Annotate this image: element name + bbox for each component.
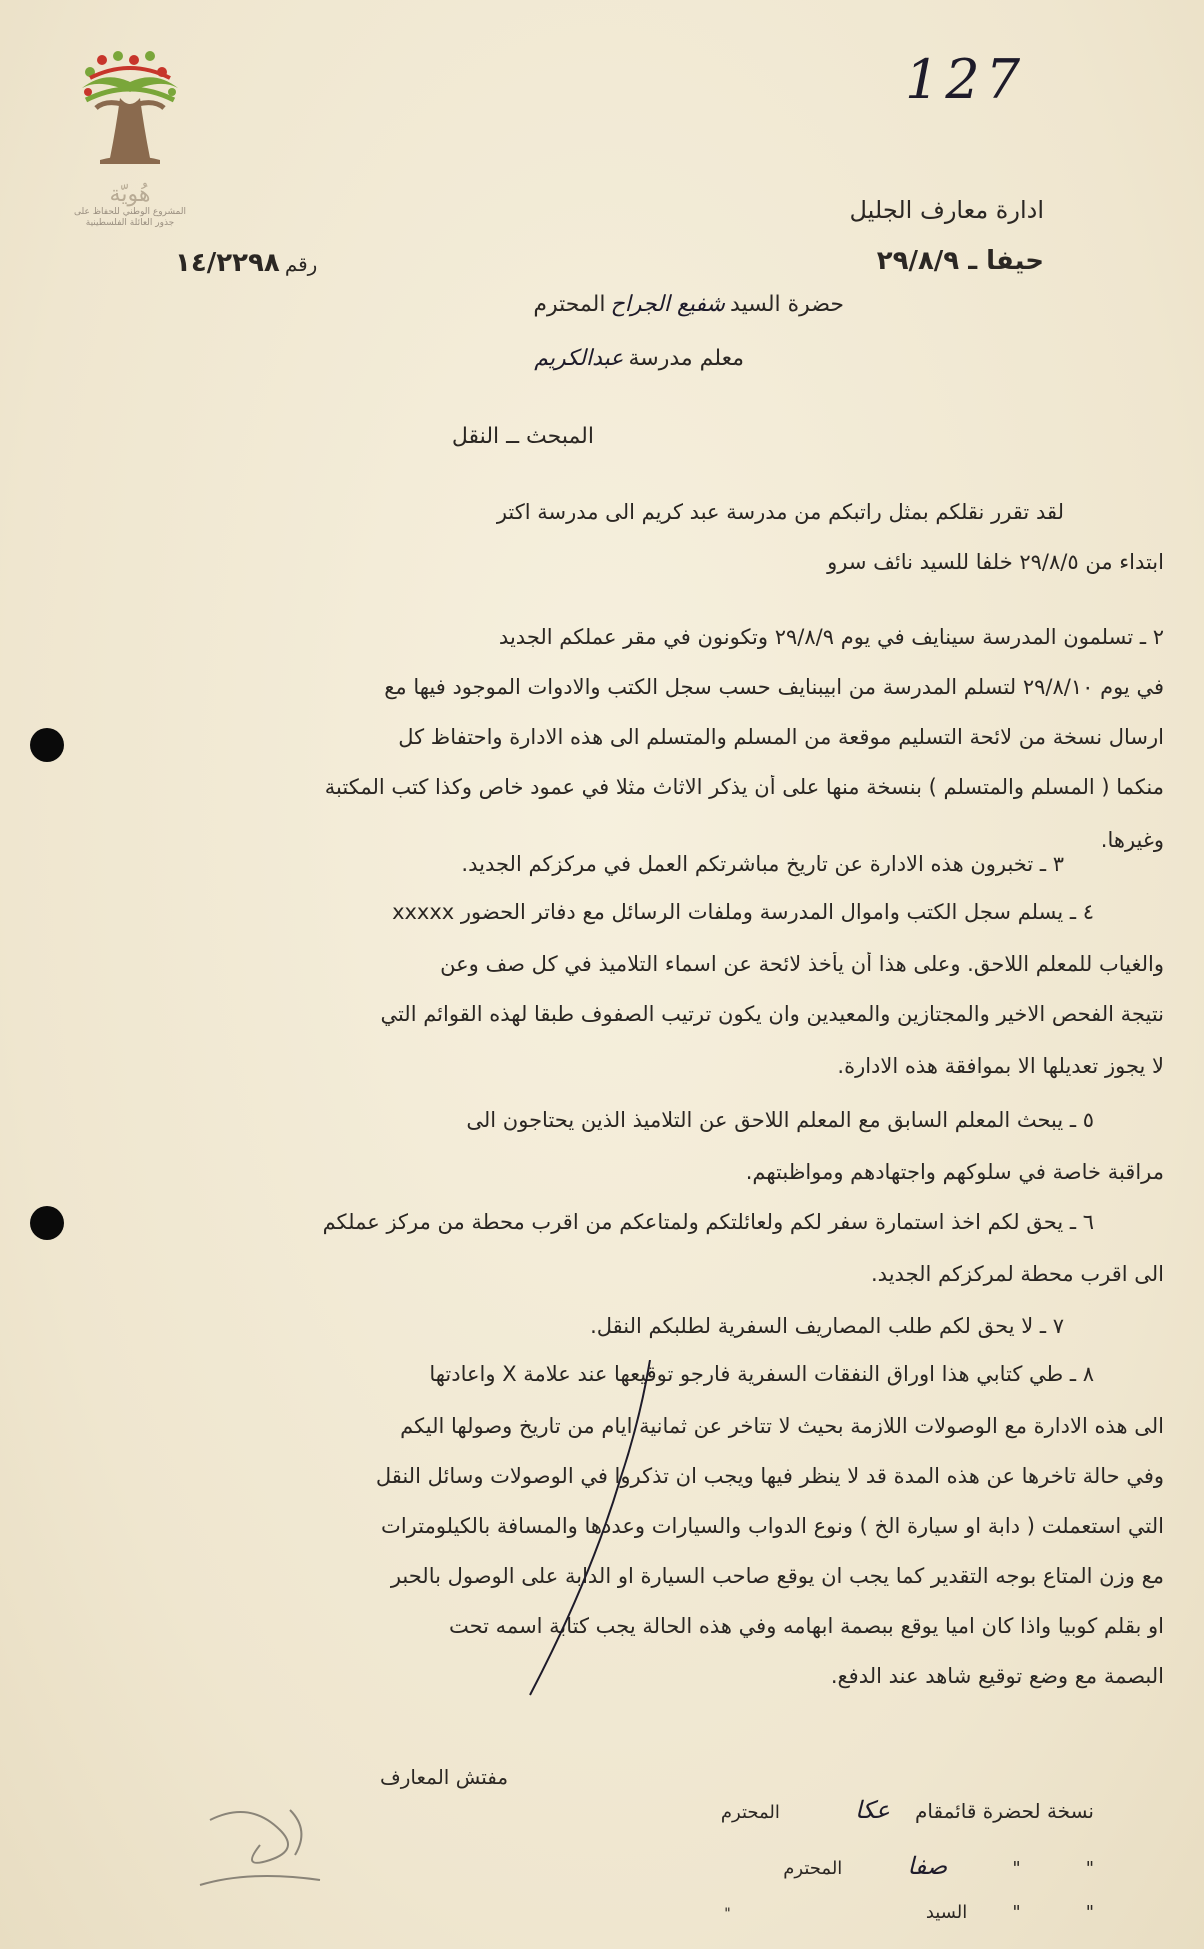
paragraph-6-line-2: الى اقرب محطة لمركزكم الجديد. [871, 1262, 1164, 1286]
reference-number: ١٤/٢٢٩٨ [175, 248, 280, 278]
family-tree-icon [60, 48, 200, 178]
paragraph-8-line-4: التي استعملت ( دابة او سيارة الخ ) ونوع الدواب والسيارات وعددها والمسافة بالكيلومترات [381, 1514, 1164, 1538]
copy-place-2: صفا [907, 1852, 948, 1880]
copy-suffix-2: المحترم [783, 1858, 843, 1879]
signatory-title: مفتش المعارف [380, 1765, 509, 1789]
paragraph-8-line-2: الى هذه الادارة مع الوصولات اللازمة بحيث لا تتاخر عن ثمانية ايام من تاريخ وصولها اليكم [400, 1414, 1164, 1438]
department-name: ادارة معارف الجليل [849, 196, 1044, 224]
heritage-logo [60, 48, 200, 229]
page-number: 127 [905, 48, 1027, 111]
copy-row-3 [724, 1902, 1094, 1923]
paragraph-4-line-4: لا يجوز تعديلها الا بموافقة هذه الادارة. [837, 1054, 1164, 1078]
paragraph-5-line-2: مراقبة خاصة في سلوكهم واجتهادهم ومواظبتهم. [745, 1160, 1164, 1184]
paragraph-2-line-4: منكما ( المسلم والمتسلم ) بنسخة منها على أن يذكر الاثاث مثلا في عمود خاص وكذا كتب المكتبة [324, 775, 1164, 799]
paragraph-1-line-2: ابتداء من ٢٩/٨/٥ خلفا للسيد نائف سرو [827, 550, 1164, 574]
addressee-line-1 [533, 292, 844, 317]
paragraph-8-line-5: مع وزن المتاع بوجه التقدير كما يجب ان يوقع صاحب السيارة او الدابة على الوصول بالحبر [390, 1564, 1164, 1588]
ditto-mark: " [724, 1906, 731, 1922]
logo-name: هُويّة [109, 182, 151, 207]
paragraph-7: ٧ ـ لا يحق لكم طلب المصاريف السفرية لطلبكم النقل. [590, 1314, 1064, 1338]
copy-label: نسخة لحضرة قائمقام [915, 1799, 1094, 1823]
paragraph-5-line-1: ٥ ـ يبحث المعلم السابق مع المعلم اللاحق عن التلاميذ الذين يحتاجون الى [466, 1108, 1094, 1132]
addressee-prefix: حضرة السيد [730, 292, 844, 317]
paragraph-3: ٣ ـ تخبرون هذه الادارة عن تاريخ مباشرتكم العمل في مركزكم الجديد. [461, 852, 1064, 876]
place-date: حيفا ـ ٢٩/٨/٩ [876, 246, 1044, 276]
school-label: معلم مدرسة [628, 346, 744, 371]
school-name: عبدالكريم [534, 346, 624, 371]
paragraph-8-line-7: البصمة مع وضع توقيع شاهد عند الدفع. [830, 1664, 1164, 1688]
paragraph-4-line-2: والغياب للمعلم اللاحق. وعلى هذا أن يأخذ لائحة عن اسماء التلاميذ في كل صف وعن [440, 952, 1164, 976]
logo-tagline-2: جذور العائلة الفلسطينية [85, 217, 175, 228]
logo-tagline-1: المشروع الوطني للحفاظ على [73, 207, 186, 217]
punch-hole-upper [30, 728, 64, 762]
reference-label: رقم [284, 252, 318, 276]
paragraph-2-line-3: ارسال نسخة من لائحة التسليم موقعة من المسلم والمتسلم الى هذه الادارة واحتفاظ كل [398, 725, 1164, 749]
paragraph-6-line-1: ٦ ـ يحق لكم اخذ استمارة سفر لكم ولعائلتكم ولمتاعكم من اقرب محطة من مركز عملكم [322, 1210, 1094, 1234]
ditto-mark: " [1085, 1858, 1094, 1879]
addressee-name: شفيع الجراح [610, 292, 725, 317]
paragraph-1-line-1: لقد تقرر نقلكم بمثل راتبكم من مدرسة عبد كريم الى مدرسة اكتر [496, 500, 1064, 524]
punch-hole-lower [30, 1206, 64, 1240]
ditto-mark: " [1085, 1902, 1094, 1923]
addressee-line-2 [534, 346, 744, 371]
paragraph-2-line-5: وغيرها. [1100, 828, 1164, 852]
signature-scribble [190, 1790, 340, 1900]
copy-suffix-1: المحترم [720, 1802, 780, 1823]
paragraph-2-line-1: ٢ ـ تسلمون المدرسة سينايف في يوم ٢٩/٨/٩ وتكونون في مقر عملكم الجديد [498, 625, 1164, 649]
diagonal-pen-stroke [520, 1360, 660, 1700]
paragraph-4-line-1: ٤ ـ يسلم سجل الكتب واموال المدرسة وملفات الرسائل مع دفاتر الحضور xxxxx [392, 900, 1094, 924]
copy-row-1 [721, 1796, 1094, 1824]
paragraph-8-line-1: ٨ ـ طي كتابي هذا اوراق النفقات السفرية فارجو توقيعها عند علامة X واعادتها [429, 1362, 1094, 1386]
reference [175, 248, 317, 278]
ditto-mark: " [1012, 1858, 1021, 1879]
subject: المبحث ــ النقل [451, 424, 594, 449]
paragraph-2-line-2: في يوم ٢٩/٨/١٠ لتسلم المدرسة من ابيبنايف حسب سجل الكتب والادوات الموجود فيها مع [384, 675, 1164, 699]
paragraph-4-line-3: نتيجة الفحص الاخير والمجتازين والمعيدين وان يكون ترتيب الصفوف طبقا لهذه القوائم التي [380, 1002, 1164, 1026]
copy-recipient-label: السيد [925, 1902, 968, 1923]
paragraph-8-line-6: او بقلم كوبيا واذا كان اميا يوقع ببصمة ابهامه وفي هذه الحالة يجب كتابة اسمه تحت [448, 1614, 1164, 1638]
addressee-suffix: المحترم [533, 292, 606, 317]
copy-row-2 [783, 1852, 1094, 1880]
ditto-mark: " [1012, 1902, 1021, 1923]
copy-place-1: عكا [855, 1796, 890, 1824]
paragraph-8-line-3: وفي حالة تاخرها عن هذه المدة قد لا ينظر فيها ويجب ان تذكروا في الوصولات وسائل النقل [375, 1464, 1164, 1488]
